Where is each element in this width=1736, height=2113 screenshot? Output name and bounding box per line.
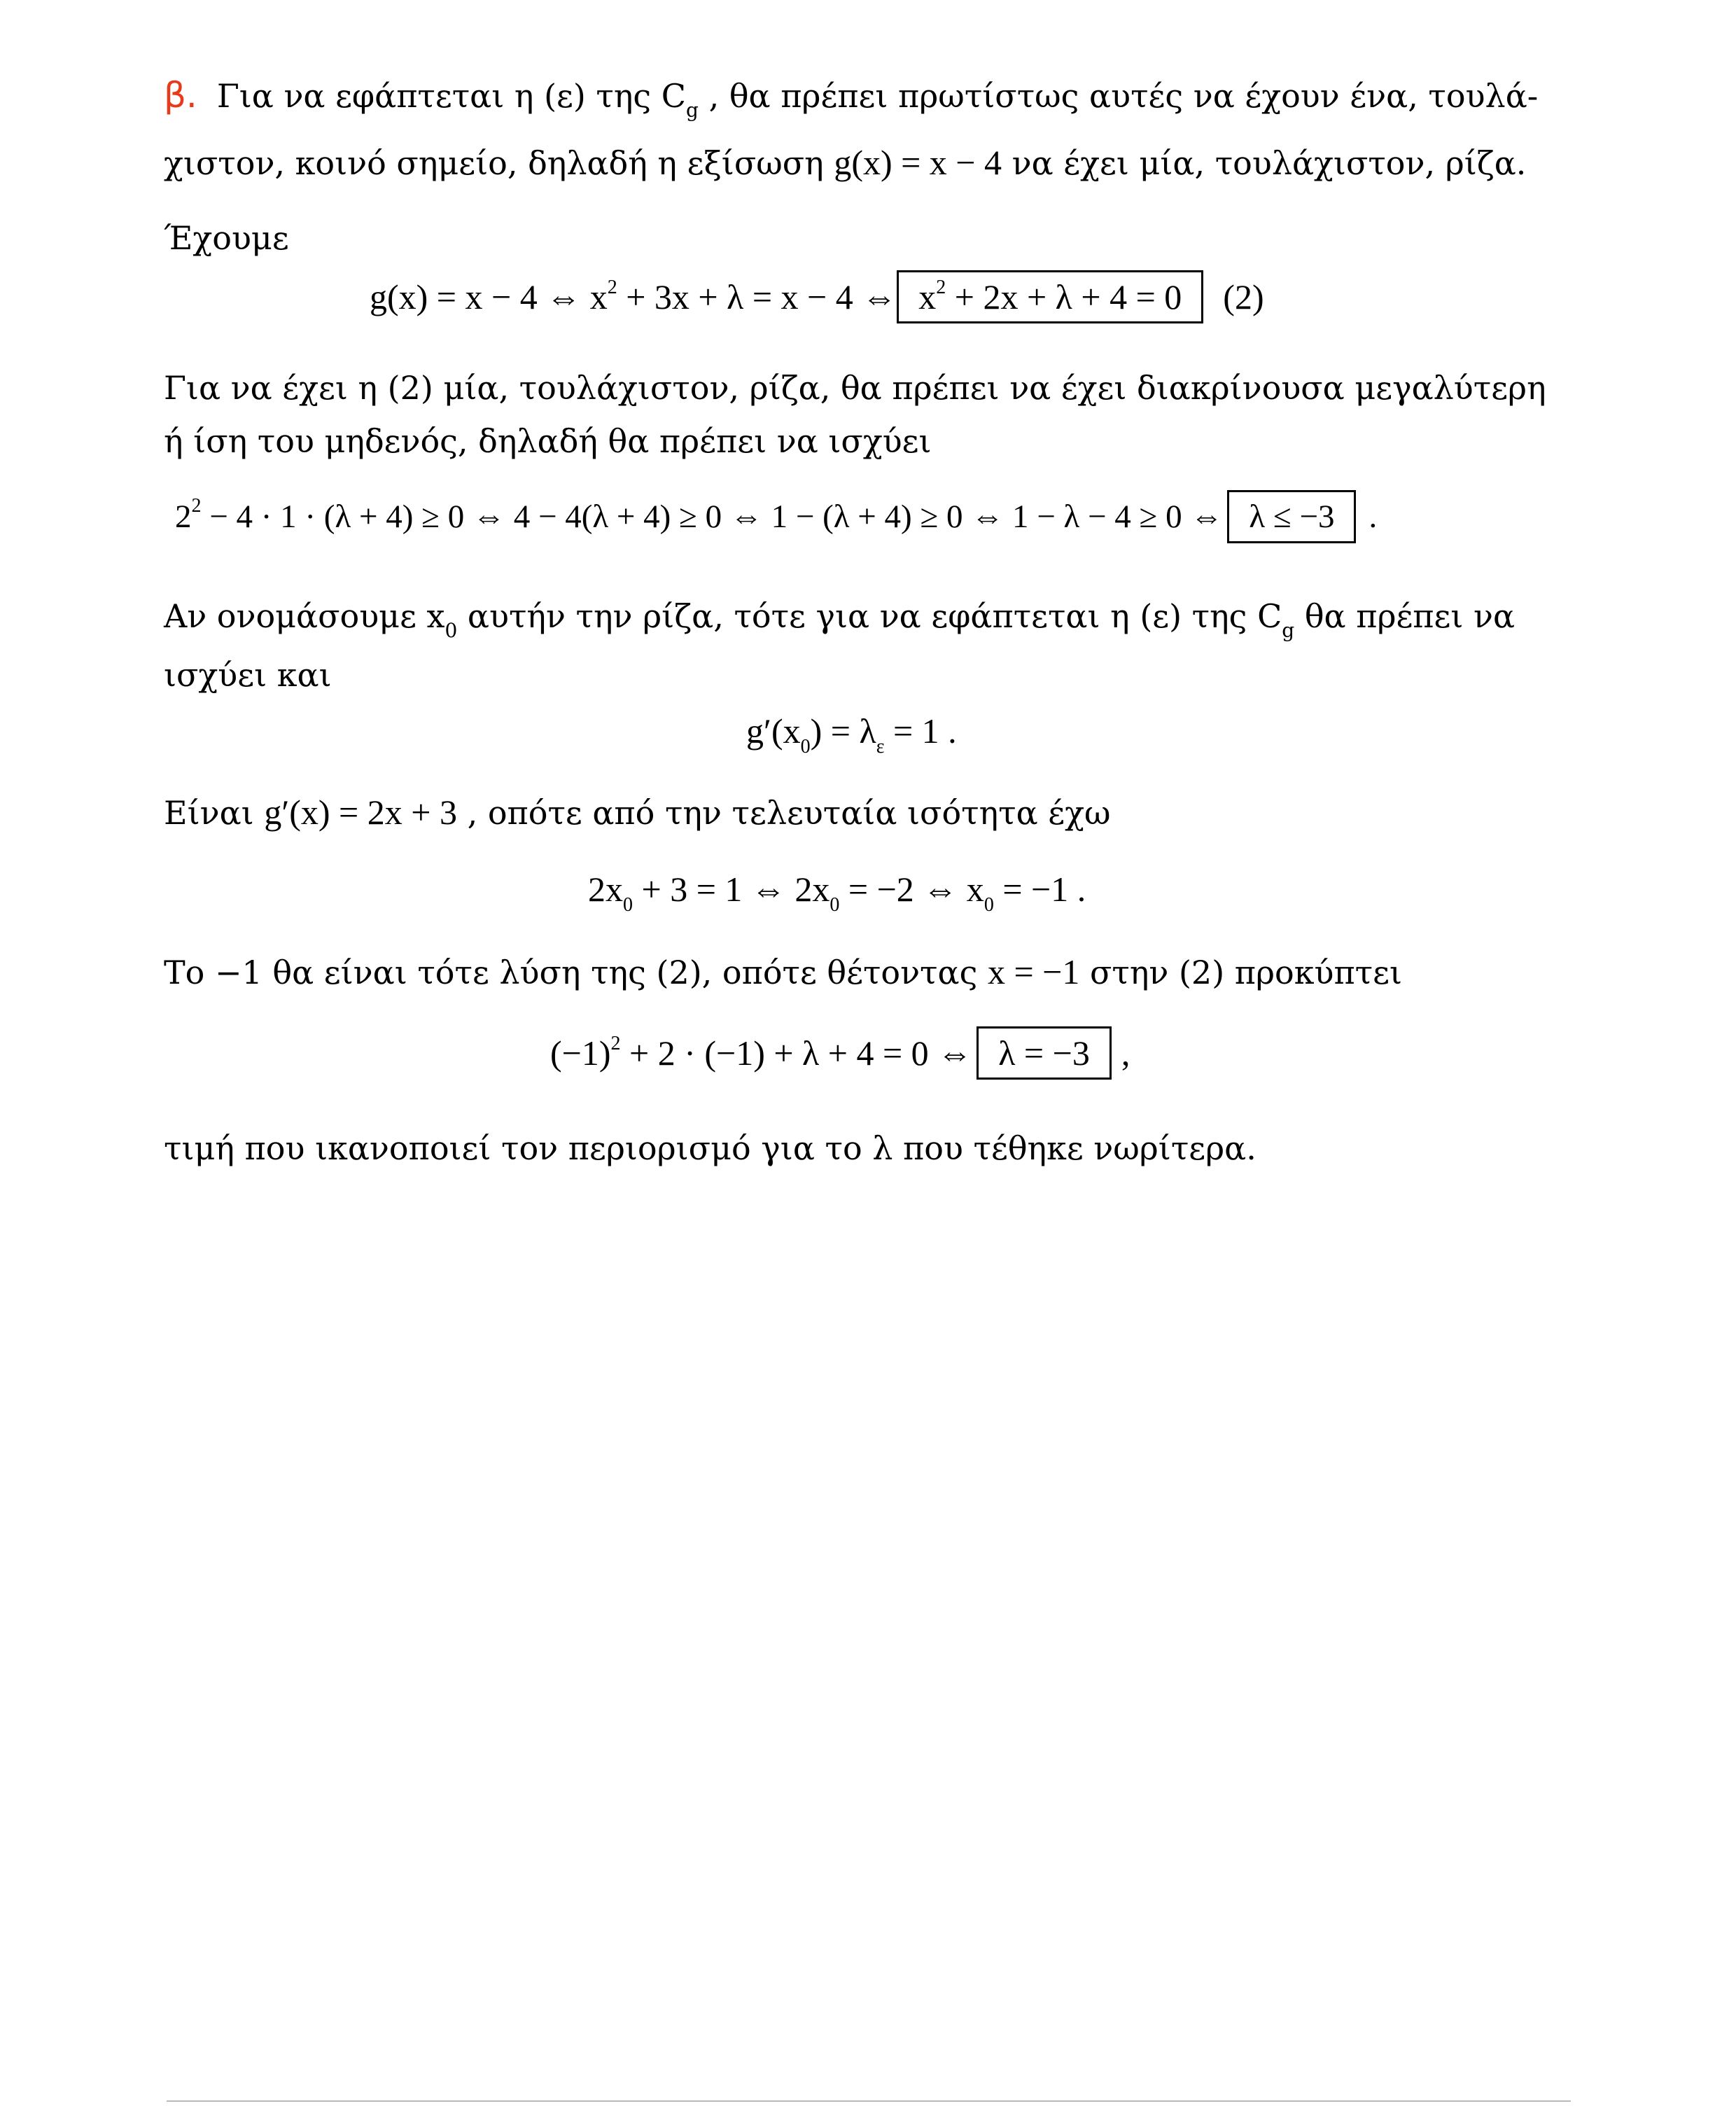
footer-divider xyxy=(167,2100,1571,2102)
para1-line2: χιστον, κοινό σημείο, δηλαδή η εξίσωση g(x) = x − 4 να έχει μία, τουλάχιστον, ρίζα. xyxy=(164,143,1527,182)
para3-line1: Αν ονομάσουμε $x_0$ αυτήν την ρίζα, τότε για να εφάπτεται η (ε) της $C_g$ θα πρέπει να xyxy=(164,597,1516,642)
para2-line1: Για να έχει η (2) μία, τουλάχιστον, ρίζα, θα πρέπει να έχει διακρίνουσα μεγαλύτερη xyxy=(164,369,1546,407)
equation-derivative-slope: $g'(x_0) = \lambda_\varepsilon = 1$ . xyxy=(746,711,957,758)
equation-lambda-value: $(-1)^2 + 2 \cdot (-1) + \lambda + 4 = 0$ ⇔ λ = −3 , xyxy=(550,1026,1130,1080)
para4-line: Είναι g′(x) = 2x + 3 , οπότε από την τελευταία ισότητα έχω xyxy=(164,793,1111,832)
equation-x0: $2x_0 + 3 = 1$ ⇔ $2x_0 = -2$ ⇔ $x_0 = -1$ . xyxy=(588,870,1086,916)
conclusion-text: τιμή που ικανοποιεί τον περιορισμό για το λ που τέθηκε νωρίτερα. xyxy=(164,1129,1256,1167)
echoume-text: Έχουμε xyxy=(164,219,289,257)
equation-tag: (2) xyxy=(1223,277,1264,316)
boxed-lambda-value: λ = −3 xyxy=(976,1026,1112,1080)
equation-discriminant: $2^2 - 4 \cdot 1 \cdot (\lambda + 4) \ge 0$ ⇔ 4 − 4(λ + 4) ≥ 0 ⇔ 1 − (λ + 4) ≥ 0 ⇔ 1 − λ − 4 ≥ 0 ⇔ λ ≤ −3 . xyxy=(175,490,1377,543)
part-label: β. xyxy=(164,75,197,116)
boxed-equation-2: $x^2 + 2x + \lambda + 4 = 0$ xyxy=(897,270,1203,323)
equation-1: g(x) = x − 4 ⇔ $x^2 + 3x + \lambda = x - 4$ ⇔ $x^2 + 2x + \lambda + 4 = 0$ (2) xyxy=(370,270,1264,323)
para3-line2: ισχύει και xyxy=(164,656,332,694)
para2-line2: ή ίση του μηδενός, δηλαδή θα πρέπει να ισχύει xyxy=(164,422,932,460)
para1-line1: β. Για να εφάπτεται η (ε) της $C_g$ , θα πρέπει πρωτίστως αυτές να έχουν ένα, τουλά- xyxy=(164,75,1539,122)
boxed-lambda-condition: λ ≤ −3 xyxy=(1227,490,1356,543)
para5-line: Το −1 θα είναι τότε λύση της (2), οπότε θέτοντας x = −1 στην (2) προκύπτει xyxy=(164,952,1402,991)
